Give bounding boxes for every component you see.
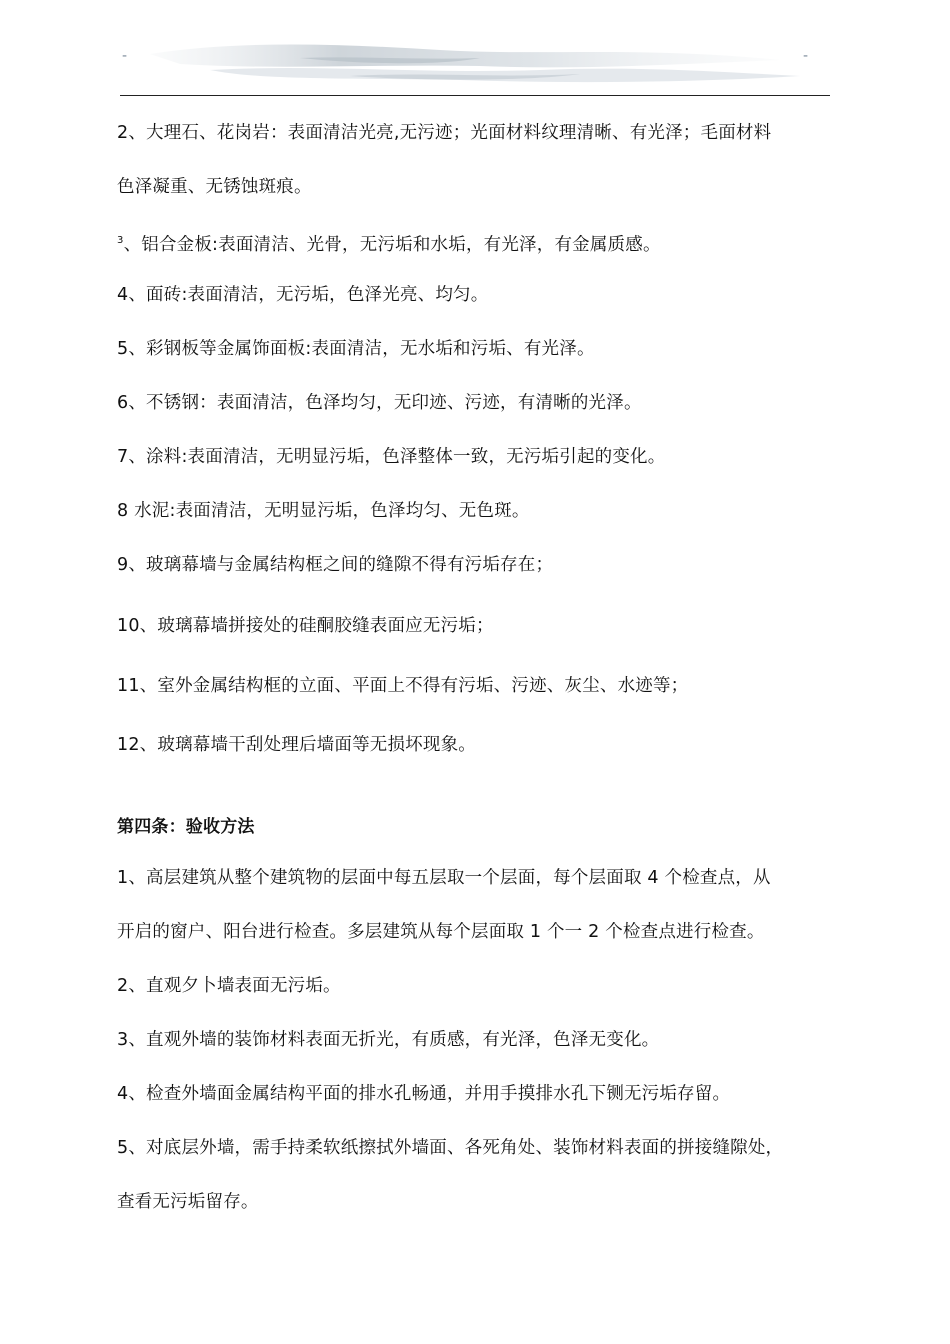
list-item: 5、彩钢板等金属饰面板:表面清洁，无水垢和污垢、有光泽。 xyxy=(117,339,595,359)
brush-stroke-decoration xyxy=(120,30,830,100)
list-item: 6、不锈钢：表面清洁，色泽均匀，无印迹、污迹，有清晰的光泽。 xyxy=(117,393,642,413)
list-item: 4、检查外墙面金属结构平面的排水孔畅通，并用手摸排水孔下铡无污垢存留。 xyxy=(117,1084,731,1104)
list-item: 11、室外金属结构框的立面、平面上不得有污垢、污迹、灰尘、水迹等； xyxy=(117,676,689,696)
list-item: 10、玻璃幕墙拼接处的硅酮胶缝表面应无污垢； xyxy=(117,616,494,636)
header-right-mark: - xyxy=(803,48,809,64)
section-heading: 第四条：验收方法 xyxy=(117,817,255,837)
list-item: 7、涂料:表面清洁，无明显污垢，色泽整体一致，无污垢引起的变化。 xyxy=(117,447,666,467)
list-item-continuation: 开启的窗户、阳台进行检查。多层建筑从每个层面取 1 个一 2 个检查点进行检查。 xyxy=(117,922,765,942)
list-item: 12、玻璃幕墙干刮处理后墙面等无损坏现象。 xyxy=(117,735,476,755)
list-item: 5、对底层外墙，需手持柔软纸擦拭外墙面、各死角处、装饰材料表面的拼接缝隙处， xyxy=(117,1138,784,1158)
list-item-continuation: 查看无污垢留存。 xyxy=(117,1192,259,1212)
list-item-continuation: 色泽凝重、无锈蚀斑痕。 xyxy=(117,177,312,197)
list-item: 9、玻璃幕墙与金属结构框之间的缝隙不得有污垢存在； xyxy=(117,555,554,575)
list-item: 3、直观外墙的装饰材料表面无折光，有质感，有光泽，色泽无变化。 xyxy=(117,1030,660,1050)
list-item: 2、直观夕卜墙表面无污垢。 xyxy=(117,976,341,996)
header-left-mark: - xyxy=(122,48,128,64)
list-item: 2、大理石、花岗岩：表面清洁光亮,无污迹；光面材料纹理清晰、有光泽；毛面材料 xyxy=(117,123,772,143)
list-item: 1、高层建筑从整个建筑物的层面中每五层取一个层面，每个层面取 4 个检查点，从 xyxy=(117,868,771,888)
list-item: 4、面砖:表面清洁，无污垢，色泽光亮、均匀。 xyxy=(117,285,489,305)
list-item: $^3$、铝合金板:表面清洁、光骨，无污垢和水垢，有光泽，有金属质感。 xyxy=(117,235,661,255)
list-item: 8 水泥:表面清洁，无明显污垢，色泽均匀、无色斑。 xyxy=(117,501,530,521)
header-rule xyxy=(120,95,830,96)
page-header xyxy=(120,30,830,100)
